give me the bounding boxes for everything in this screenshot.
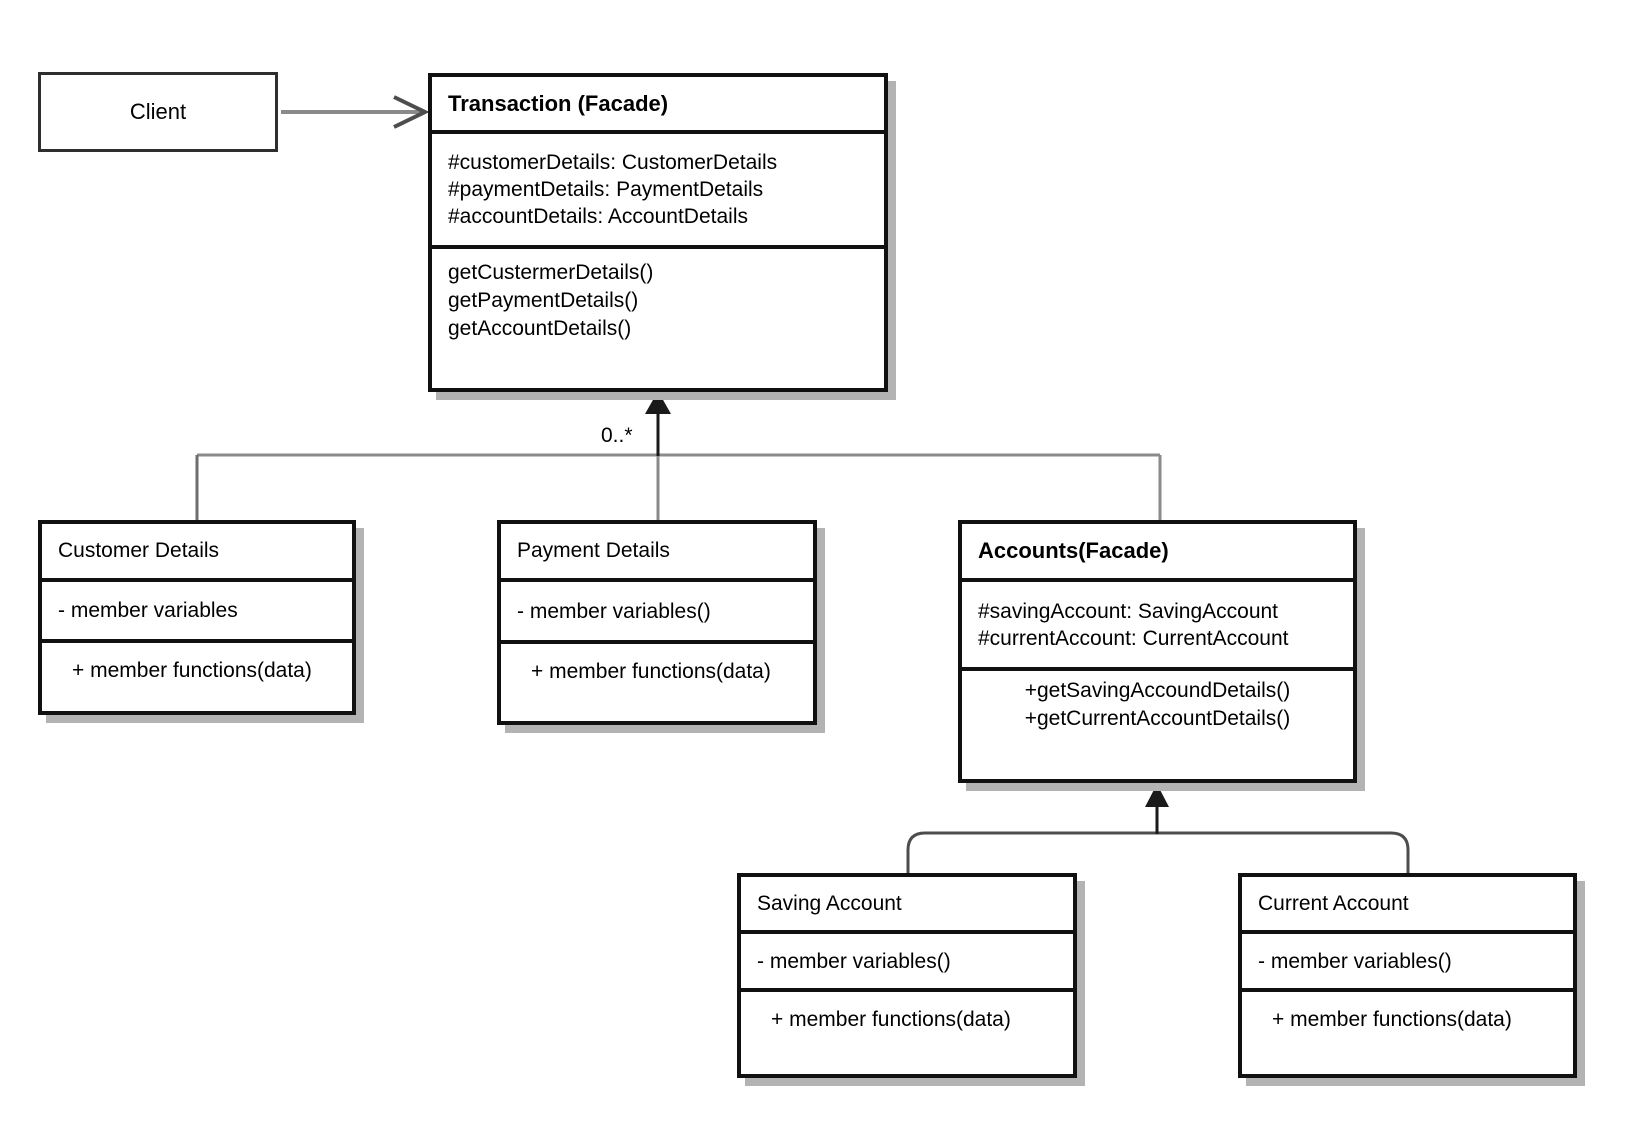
- method-line: + member functions(data): [1272, 1008, 1512, 1031]
- attribute-line: #paymentDetails: PaymentDetails: [448, 178, 764, 201]
- attribute-line: - member variables(): [517, 599, 711, 623]
- attribute-line: #currentAccount: CurrentAccount: [978, 626, 1289, 650]
- client-box: [38, 72, 278, 152]
- class-methods: [42, 639, 352, 711]
- filled-arrowhead-icon: [645, 391, 671, 414]
- method-line: +getCurrentAccountDetails(): [1024, 707, 1291, 730]
- class-title: Payment Details: [517, 539, 670, 562]
- class-attributes: [962, 578, 1353, 667]
- attribute-line: - member variables: [58, 599, 238, 622]
- attribute-line: - member variables(): [757, 949, 951, 973]
- client-label: Client: [129, 99, 187, 124]
- attribute-line: #savingAccount: SavingAccount: [978, 599, 1279, 623]
- class-transaction-facade: [428, 73, 888, 392]
- method-line: getPaymentDetails(): [448, 289, 639, 312]
- attribute-line: - member variables(): [1258, 949, 1452, 973]
- class-attributes: [432, 130, 884, 245]
- class-attributes: [741, 930, 1073, 988]
- method-line: getAccountDetails(): [448, 317, 632, 340]
- class-title: Transaction (Facade): [448, 90, 669, 116]
- class-saving-account: [737, 873, 1077, 1078]
- method-line: getCustermerDetails(): [448, 261, 654, 284]
- filled-arrowhead-icon: [1145, 784, 1169, 807]
- class-title: Accounts(Facade): [978, 538, 1169, 563]
- class-title: Saving Account: [757, 891, 902, 915]
- lower-tree-bracket-line: [908, 833, 1408, 873]
- class-methods: [1242, 988, 1573, 1074]
- class-attributes: [501, 578, 813, 640]
- class-attributes: [42, 578, 352, 639]
- class-methods: [741, 988, 1073, 1074]
- class-title: Current Account: [1258, 891, 1409, 915]
- class-accounts-facade: [958, 520, 1357, 783]
- attribute-line: #accountDetails: AccountDetails: [448, 205, 748, 228]
- multiplicity-label: 0..*: [596, 424, 638, 450]
- method-line: + member functions(data): [72, 659, 312, 682]
- class-methods: [501, 640, 813, 721]
- class-customer-details: [38, 520, 356, 715]
- class-methods: [432, 245, 884, 388]
- class-current-account: [1238, 873, 1577, 1078]
- class-attributes: [1242, 930, 1573, 988]
- attribute-line: #customerDetails: CustomerDetails: [448, 151, 778, 174]
- method-line: +getSavingAccoundDetails(): [1024, 679, 1291, 702]
- method-line: + member functions(data): [531, 660, 771, 683]
- class-payment-details: [497, 520, 817, 725]
- class-methods: [962, 667, 1353, 779]
- method-line: + member functions(data): [771, 1008, 1011, 1031]
- class-title: Customer Details: [58, 539, 220, 562]
